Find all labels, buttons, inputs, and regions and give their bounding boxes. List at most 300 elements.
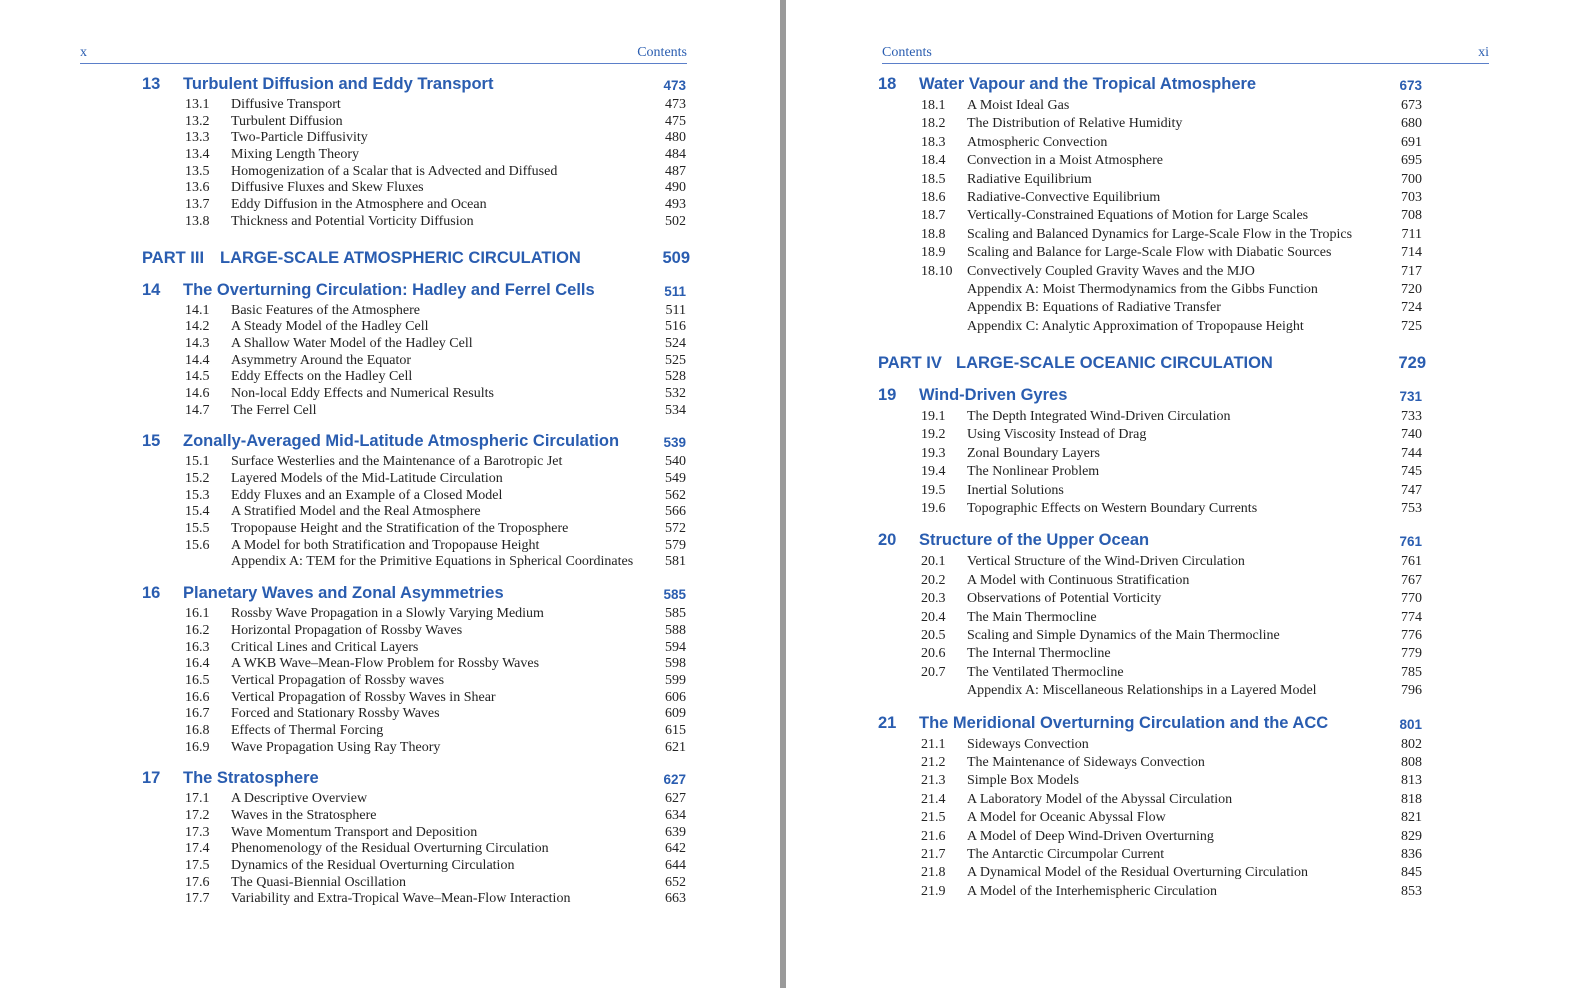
section-number: 18.6 (921, 189, 946, 205)
chapter-entry (878, 75, 1426, 336)
section-page-number: 747 (1401, 482, 1422, 498)
running-head-label: Contents (637, 45, 687, 60)
section-title: Effects of Thermal Forcing (231, 722, 384, 738)
section-entry (142, 386, 690, 403)
section-entry (142, 130, 690, 147)
chapter-title: The Stratosphere (183, 769, 319, 788)
section-number: 19.3 (921, 445, 946, 461)
section-entry (142, 488, 690, 505)
section-page-number: 708 (1401, 208, 1422, 224)
section-page-number: 634 (665, 808, 686, 823)
chapter-number: 21 (878, 713, 897, 732)
section-number: 17.2 (185, 808, 210, 823)
section-entry (142, 706, 690, 723)
section-number: 18.9 (921, 245, 946, 261)
section-page-number: 615 (665, 722, 686, 738)
section-title: A Model of Deep Wind-Driven Overturning (967, 828, 1214, 844)
section-number: 18.8 (921, 226, 946, 242)
section-page-number: 821 (1401, 810, 1422, 826)
section-entry (878, 500, 1426, 518)
section-title: Scaling and Balance for Large-Scale Flow with Diabatic Sources (967, 245, 1332, 261)
part-title: LARGE-SCALE OCEANIC CIRCULATION (956, 354, 1273, 373)
section-title: A Model with Continuous Stratification (967, 572, 1190, 588)
section-page-number: 534 (665, 402, 686, 418)
section-number: 18.5 (921, 171, 946, 187)
chapter-title: The Meridional Overturning Circulation and the ACC (919, 713, 1329, 732)
section-title: Topographic Effects on Western Boundary Currents (967, 501, 1258, 517)
section-title: Horizontal Propagation of Rossby Waves (231, 622, 463, 638)
section-number: 13.8 (185, 213, 210, 229)
section-page-number: 516 (665, 319, 686, 335)
section-title: Diffusive Fluxes and Skew Fluxes (231, 180, 424, 196)
section-number: 17.5 (185, 858, 210, 874)
section-entry (142, 841, 690, 858)
section-page-number: 475 (665, 113, 686, 129)
section-title: Diffusive Transport (231, 97, 341, 112)
chapter-number: 18 (878, 75, 897, 93)
part-heading (142, 249, 690, 275)
section-title: Vertically-Constrained Equations of Motion for Large Scales (967, 208, 1309, 224)
chapter-page-number: 761 (1399, 534, 1422, 550)
section-page-number: 818 (1401, 791, 1422, 807)
chapter-number: 13 (142, 75, 161, 93)
chapter-title: Wind-Driven Gyres (919, 386, 1068, 405)
section-title: A Model of the Interhemispheric Circulation (967, 883, 1217, 899)
section-title: Asymmetry Around the Equator (231, 352, 412, 368)
left-page (0, 0, 780, 988)
section-title: Sideways Convection (967, 736, 1089, 752)
section-page-number: 714 (1401, 245, 1422, 261)
section-page-number: 725 (1401, 318, 1422, 334)
chapter-heading (142, 432, 690, 454)
section-page-number: 609 (665, 706, 686, 722)
section-title: The Antarctic Circumpolar Current (967, 846, 1165, 862)
section-page-number: 585 (665, 606, 686, 622)
section-entry (878, 263, 1426, 281)
section-number: 21.7 (921, 846, 946, 862)
right-page (786, 0, 1584, 988)
section-title: Appendix A: Miscellaneous Relationships in a Layered Model (967, 683, 1317, 699)
section-title: Eddy Fluxes and an Example of a Closed Model (231, 487, 503, 503)
section-title: The Internal Thermocline (967, 646, 1111, 662)
section-number: 17.7 (185, 891, 210, 907)
running-head-label: Contents (882, 45, 932, 60)
section-number: 21.5 (921, 810, 946, 826)
section-entry (878, 318, 1426, 336)
section-title: Vertical Structure of the Wind-Driven Circulation (967, 554, 1245, 570)
chapter-page-number: 673 (1399, 78, 1422, 93)
chapter-entry (878, 386, 1426, 518)
section-entry (878, 115, 1426, 133)
chapter-entry (142, 75, 690, 231)
section-page-number: 562 (665, 487, 686, 503)
chapter-heading (142, 769, 690, 791)
section-entry (142, 471, 690, 488)
section-number: 13.7 (185, 197, 210, 213)
section-number: 14.5 (185, 369, 210, 385)
chapter-title: The Overturning Circulation: Hadley and Ferrel Cells (183, 280, 595, 299)
section-entry (878, 645, 1426, 663)
section-page-number: 808 (1401, 754, 1422, 770)
section-page-number: 566 (665, 504, 686, 520)
chapter-heading (878, 75, 1426, 97)
section-page-number: 480 (665, 130, 686, 146)
section-number: 13.3 (185, 130, 210, 146)
section-entry (142, 791, 690, 808)
section-title: A Steady Model of the Hadley Cell (231, 319, 429, 335)
chapter-heading (142, 281, 690, 303)
section-page-number: 845 (1401, 865, 1422, 881)
section-page-number: 652 (665, 874, 686, 890)
section-number: 16.1 (185, 606, 210, 622)
section-title: Radiative-Convective Equilibrium (967, 189, 1161, 205)
chapter-heading (878, 386, 1426, 408)
section-number: 15.1 (185, 454, 210, 470)
chapter-entry (142, 432, 690, 571)
chapter-title: Turbulent Diffusion and Eddy Transport (183, 75, 494, 93)
section-page-number: 588 (665, 622, 686, 638)
section-page-number: 720 (1401, 281, 1422, 297)
section-number: 16.8 (185, 722, 210, 738)
section-page-number: 606 (665, 689, 686, 705)
chapter-title: Structure of the Upper Ocean (919, 531, 1150, 550)
section-entry (142, 673, 690, 690)
chapter-entry (142, 584, 690, 756)
section-entry (878, 207, 1426, 225)
section-entry (142, 114, 690, 131)
section-entry (878, 463, 1426, 481)
section-page-number: 703 (1401, 189, 1422, 205)
section-number: 15.5 (185, 521, 210, 537)
section-number: 14.3 (185, 335, 210, 351)
section-number: 17.1 (185, 791, 210, 807)
section-page-number: 627 (665, 791, 686, 807)
section-number: 20.2 (921, 572, 946, 588)
section-entry (142, 164, 690, 181)
section-number: 13.4 (185, 147, 210, 163)
section-number: 13.2 (185, 113, 210, 129)
chapter-heading (142, 75, 690, 97)
section-page-number: 802 (1401, 736, 1422, 752)
section-entry (142, 369, 690, 386)
section-title: Appendix A: Moist Thermodynamics from the Gibbs Function (967, 281, 1318, 297)
chapter-heading (142, 584, 690, 606)
section-entry (878, 244, 1426, 262)
section-number: 19.6 (921, 501, 946, 517)
chapter-number: 15 (142, 432, 161, 451)
section-title: Critical Lines and Critical Layers (231, 639, 419, 655)
section-title: Waves in the Stratosphere (231, 808, 377, 823)
section-entry (878, 482, 1426, 500)
chapter-number: 20 (878, 531, 897, 550)
section-number: 16.3 (185, 639, 210, 655)
chapter-page-number: 585 (663, 587, 686, 603)
section-number: 14.1 (185, 302, 210, 318)
part-page-number: 509 (662, 248, 690, 267)
section-title: Radiative Equilibrium (967, 171, 1092, 187)
section-number: 14.7 (185, 402, 210, 418)
section-title: Vertical Propagation of Rossby Waves in Shear (231, 689, 496, 705)
section-entry (878, 883, 1426, 901)
section-entry (142, 723, 690, 740)
chapter-heading (878, 531, 1426, 553)
section-page-number: 532 (665, 385, 686, 401)
section-entry (878, 299, 1426, 317)
section-page-number: 761 (1401, 554, 1422, 570)
section-title: Surface Westerlies and the Maintenance of a Barotropic Jet (231, 454, 563, 470)
section-title: Vertical Propagation of Rossby waves (231, 672, 445, 688)
section-entry (878, 809, 1426, 827)
section-title: The Nonlinear Problem (967, 464, 1100, 480)
section-title: A Moist Ideal Gas (967, 98, 1070, 113)
section-title: Wave Momentum Transport and Deposition (231, 824, 478, 840)
section-title: The Quasi-Biennial Oscillation (231, 874, 406, 890)
section-title: Two-Particle Diffusivity (231, 130, 368, 146)
section-title: Eddy Diffusion in the Atmosphere and Ocean (231, 197, 487, 213)
part-heading (878, 354, 1426, 380)
section-number: 15.4 (185, 504, 210, 520)
section-page-number: 740 (1401, 427, 1422, 443)
chapter-number: 19 (878, 386, 897, 405)
part-label: PART III (142, 248, 205, 267)
section-number: 16.4 (185, 656, 210, 672)
section-entry (142, 875, 690, 892)
section-title: Rossby Wave Propagation in a Slowly Varying Medium (231, 606, 544, 622)
section-page-number: 700 (1401, 171, 1422, 187)
section-entry (878, 553, 1426, 571)
section-title: Using Viscosity Instead of Drag (967, 427, 1147, 443)
chapter-page-number: 511 (664, 283, 686, 299)
section-number: 19.1 (921, 409, 946, 425)
chapter-page-number: 801 (1399, 716, 1422, 732)
section-entry (878, 791, 1426, 809)
section-title: Eddy Effects on the Hadley Cell (231, 369, 413, 385)
section-entry (878, 682, 1426, 700)
section-page-number: 599 (665, 672, 686, 688)
section-number: 19.5 (921, 482, 946, 498)
chapter-entry (878, 714, 1426, 902)
section-page-number: 776 (1401, 627, 1422, 643)
section-title: Observations of Potential Vorticity (967, 591, 1162, 607)
section-title: Scaling and Balanced Dynamics for Large-Scale Flow in the Tropics (967, 226, 1353, 242)
section-number: 14.4 (185, 352, 210, 368)
section-number: 18.10 (921, 263, 953, 279)
section-title: Simple Box Models (967, 773, 1080, 789)
chapter-entry (142, 281, 690, 420)
section-page-number: 598 (665, 656, 686, 672)
section-entry (142, 197, 690, 214)
section-entry (878, 664, 1426, 682)
section-entry (878, 609, 1426, 627)
section-number: 13.1 (185, 97, 210, 112)
section-title: Homogenization of a Scalar that is Advected and Diffused (231, 163, 558, 179)
part-title: LARGE-SCALE ATMOSPHERIC CIRCULATION (220, 248, 581, 267)
section-page-number: 813 (1401, 773, 1422, 789)
section-entry (142, 825, 690, 842)
chapter-title: Water Vapour and the Tropical Atmosphere (919, 75, 1257, 93)
section-page-number: 691 (1401, 134, 1422, 150)
section-page-number: 724 (1401, 300, 1422, 316)
section-entry (142, 303, 690, 320)
section-page-number: 711 (1401, 226, 1422, 242)
section-page-number: 493 (665, 197, 686, 213)
section-title: Appendix C: Analytic Approximation of Tropopause Height (967, 318, 1304, 334)
section-page-number: 528 (665, 369, 686, 385)
chapter-page-number: 627 (663, 772, 686, 788)
section-number: 14.6 (185, 385, 210, 401)
chapter-heading (878, 714, 1426, 736)
section-page-number: 581 (665, 554, 686, 570)
section-page-number: 579 (665, 537, 686, 553)
section-number: 17.3 (185, 824, 210, 840)
section-page-number: 663 (665, 891, 686, 907)
section-page-number: 644 (665, 858, 686, 874)
section-number: 21.3 (921, 773, 946, 789)
section-title: Convectively Coupled Gravity Waves and the MJO (967, 263, 1255, 279)
section-number: 18.3 (921, 134, 946, 150)
section-title: Appendix B: Equations of Radiative Transfer (967, 300, 1221, 316)
section-number: 18.1 (921, 98, 946, 113)
toc-list (878, 75, 1426, 914)
section-entry (142, 740, 690, 757)
section-title: Appendix A: TEM for the Primitive Equations in Spherical Coordinates (231, 554, 634, 570)
part-label: PART IV (878, 354, 942, 373)
section-entry (878, 189, 1426, 207)
section-page-number: 642 (665, 841, 686, 857)
section-page-number: 502 (665, 213, 686, 229)
section-title: Layered Models of the Mid-Latitude Circulation (231, 471, 503, 486)
section-number: 19.2 (921, 427, 946, 443)
section-title: Turbulent Diffusion (231, 113, 343, 129)
section-entry (878, 828, 1426, 846)
section-title: The Ventilated Thermocline (967, 664, 1124, 680)
section-page-number: 829 (1401, 828, 1422, 844)
section-number: 16.6 (185, 689, 210, 705)
section-entry (878, 97, 1426, 115)
section-title: Tropopause Height and the Stratification of the Troposphere (231, 521, 569, 537)
section-entry (142, 891, 690, 908)
section-page-number: 680 (1401, 116, 1422, 132)
section-number: 15.6 (185, 537, 210, 553)
section-entry (878, 864, 1426, 882)
section-page-number: 695 (1401, 153, 1422, 169)
section-title: Phenomenology of the Residual Overturning Circulation (231, 841, 549, 857)
section-title: A Dynamical Model of the Residual Overturning Circulation (967, 865, 1308, 881)
section-page-number: 540 (665, 454, 686, 470)
section-number: 16.9 (185, 739, 210, 755)
section-entry (142, 504, 690, 521)
section-page-number: 673 (1401, 98, 1422, 113)
section-number: 21.8 (921, 865, 946, 881)
section-page-number: 487 (665, 163, 686, 179)
section-title: The Maintenance of Sideways Convection (967, 754, 1205, 770)
section-page-number: 511 (665, 302, 686, 318)
section-title: A Laboratory Model of the Abyssal Circulation (967, 791, 1233, 807)
section-entry (142, 606, 690, 623)
section-title: Dynamics of the Residual Overturning Circulation (231, 858, 515, 874)
section-number: 20.5 (921, 627, 946, 643)
section-entry (878, 281, 1426, 299)
section-page-number: 733 (1401, 409, 1422, 425)
section-entry (878, 736, 1426, 754)
section-number: 20.6 (921, 646, 946, 662)
section-title: A Model for both Stratification and Tropopause Height (231, 537, 540, 553)
section-entry (142, 656, 690, 673)
section-number: 18.2 (921, 116, 946, 132)
section-entry (142, 214, 690, 231)
section-entry (878, 846, 1426, 864)
section-entry (142, 858, 690, 875)
section-title: The Ferrel Cell (231, 402, 317, 418)
running-head (882, 45, 1489, 64)
section-page-number: 853 (1401, 883, 1422, 899)
section-title: Variability and Extra-Tropical Wave–Mean-Flow Interaction (231, 891, 571, 907)
section-title: Zonal Boundary Layers (967, 445, 1100, 461)
section-entry (878, 426, 1426, 444)
chapter-entry (142, 769, 690, 908)
chapter-page-number: 731 (1399, 389, 1422, 405)
section-number: 13.5 (185, 163, 210, 179)
section-title: Forced and Stationary Rossby Waves (231, 706, 440, 722)
section-number: 18.7 (921, 208, 946, 224)
section-title: A Shallow Water Model of the Hadley Cell (231, 335, 473, 351)
chapter-page-number: 539 (663, 435, 686, 451)
section-entry (142, 454, 690, 471)
section-title: A Descriptive Overview (231, 791, 368, 807)
section-number: 16.5 (185, 672, 210, 688)
section-number: 21.4 (921, 791, 946, 807)
section-entry (142, 97, 690, 114)
section-title: Basic Features of the Atmosphere (231, 302, 420, 318)
section-entry (142, 690, 690, 707)
section-page-number: 525 (665, 352, 686, 368)
section-page-number: 779 (1401, 646, 1422, 662)
section-number: 21.2 (921, 754, 946, 770)
section-entry (878, 445, 1426, 463)
section-title: The Distribution of Relative Humidity (967, 116, 1183, 132)
section-entry (878, 226, 1426, 244)
section-page-number: 767 (1401, 572, 1422, 588)
section-number: 16.2 (185, 622, 210, 638)
page-folio: xi (1478, 45, 1489, 60)
part-page-number: 729 (1398, 354, 1426, 373)
section-title: The Depth Integrated Wind-Driven Circulation (967, 409, 1231, 425)
section-entry (878, 572, 1426, 590)
section-entry (878, 408, 1426, 426)
section-title: A Model for Oceanic Abyssal Flow (967, 810, 1166, 826)
section-number: 14.2 (185, 319, 210, 335)
chapter-number: 17 (142, 769, 161, 788)
section-entry (142, 521, 690, 538)
section-entry (878, 754, 1426, 772)
section-entry (142, 319, 690, 336)
section-title: Scaling and Simple Dynamics of the Main Thermocline (967, 627, 1280, 643)
section-number: 20.3 (921, 591, 946, 607)
page-folio: x (80, 45, 87, 60)
chapter-number: 14 (142, 280, 161, 299)
section-page-number: 796 (1401, 683, 1422, 699)
section-page-number: 744 (1401, 445, 1422, 461)
section-entry (142, 353, 690, 370)
section-title: Non-local Eddy Effects and Numerical Results (231, 385, 494, 401)
section-entry (142, 640, 690, 657)
section-number: 21.6 (921, 828, 946, 844)
section-title: Inertial Solutions (967, 482, 1064, 498)
section-title: Atmospheric Convection (967, 134, 1108, 150)
section-title: A WKB Wave–Mean-Flow Problem for Rossby Waves (231, 656, 540, 672)
section-page-number: 770 (1401, 591, 1422, 607)
section-entry (878, 772, 1426, 790)
